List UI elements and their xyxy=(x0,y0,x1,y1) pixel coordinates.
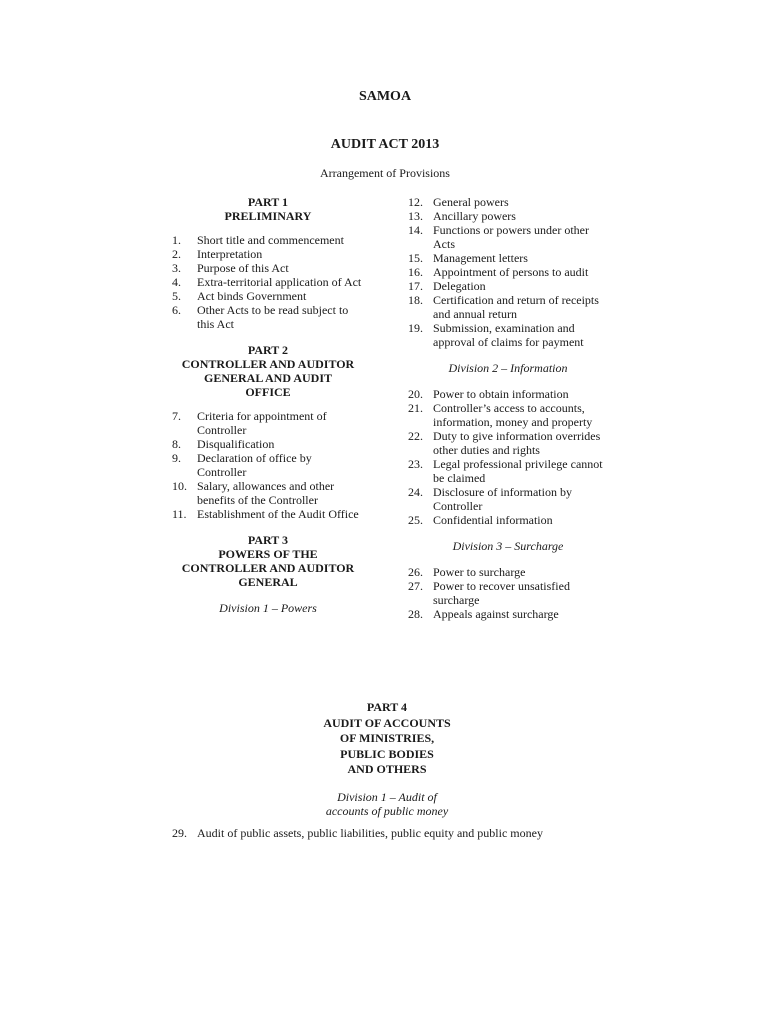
provision-item: 3. Purpose of this Act xyxy=(172,261,289,275)
provision-item: 16. Appointment of persons to audit xyxy=(408,265,589,279)
division-line: Division 1 – Audit of xyxy=(337,789,437,804)
provision-item: 13. Ancillary powers xyxy=(408,209,516,223)
provision-item: 14. Functions or powers under other Acts xyxy=(408,223,589,251)
act-title: AUDIT ACT 2013 xyxy=(330,137,440,152)
provision-item: 2. Interpretation xyxy=(172,247,263,261)
part-4-provisions xyxy=(172,826,632,840)
division-heading xyxy=(172,790,602,818)
part-1-heading xyxy=(172,195,364,223)
part-title-line: OF MINISTRIES, xyxy=(339,731,435,745)
provision-item: 20. Power to obtain information xyxy=(408,387,569,401)
provision-item: 25. Confidential information xyxy=(408,513,553,527)
provision-item: 9. Declaration of office by Controller xyxy=(172,451,312,479)
provision-item: 17. Delegation xyxy=(408,279,486,293)
provision-item: 8. Disqualification xyxy=(172,437,275,451)
division-heading: Division 2 – Information xyxy=(448,361,568,375)
division-3-provisions xyxy=(408,565,608,621)
part-4-heading xyxy=(172,700,602,778)
provision-item: 4. Extra-territorial application of Act xyxy=(172,275,362,289)
part-title-line: AND OTHERS xyxy=(347,762,427,776)
arrangement-subtitle: Arrangement of Provisions xyxy=(320,166,450,180)
provision-item: 12. General powers xyxy=(408,195,509,209)
provision-item: 29. Audit of public assets, public liabilities, public equity and public money xyxy=(172,826,543,840)
part-title-line: GENERAL AND AUDIT xyxy=(203,371,333,385)
provision-item: 5. Act binds Government xyxy=(172,289,307,303)
part-label: PART 3 xyxy=(247,533,289,547)
provision-item: 1. Short title and commencement xyxy=(172,233,344,247)
part-title-line: AUDIT OF ACCOUNTS xyxy=(323,715,451,730)
left-column xyxy=(172,195,364,615)
part-title-line: PUBLIC BODIES xyxy=(340,746,434,761)
part-title-line: GENERAL xyxy=(238,575,298,589)
division-2-provisions xyxy=(408,387,608,527)
provision-item: 6. Other Acts to be read subject to this Act xyxy=(172,303,349,331)
part-title-line: OFFICE xyxy=(245,385,291,399)
provision-item: 11. Establishment of the Audit Office xyxy=(172,507,359,521)
provision-item: 18. Certification and return of receipts and annual return xyxy=(408,293,599,321)
provision-item: 22. Duty to give information overrides other duties and rights xyxy=(408,429,601,457)
part-1-provisions xyxy=(172,233,364,331)
provision-item: 19. Submission, examination and approval of claims for payment xyxy=(408,321,584,349)
part-2-provisions xyxy=(172,409,364,521)
division-1-provisions xyxy=(408,195,608,349)
right-column xyxy=(408,195,608,621)
part-label: PART 1 xyxy=(247,195,289,209)
provision-item: 21. Controller’s access to accounts, information, money and property xyxy=(408,401,593,429)
part-4-section xyxy=(172,700,602,818)
provision-item: 23. Legal professional privilege cannot be claimed xyxy=(408,457,603,485)
country-heading: SAMOA xyxy=(358,89,412,104)
part-title-line: CONTROLLER AND AUDITOR xyxy=(181,561,355,575)
division-heading: Division 1 – Powers xyxy=(219,601,317,615)
part-label: PART 2 xyxy=(247,343,289,357)
part-2-heading xyxy=(172,343,364,399)
provision-item: 24. Disclosure of information by Controller xyxy=(408,485,572,513)
provision-item: 15. Management letters xyxy=(408,251,528,265)
part-label: PART 4 xyxy=(366,700,408,714)
part-3-heading xyxy=(172,533,364,589)
provision-item: 26. Power to surcharge xyxy=(408,565,526,579)
division-heading: Division 3 – Surcharge xyxy=(452,539,564,553)
division-line: accounts of public money xyxy=(325,803,449,818)
provision-item: 28. Appeals against surcharge xyxy=(408,607,559,621)
part-title: PRELIMINARY xyxy=(224,209,312,223)
provision-item: 27. Power to recover unsatisfied surcharge xyxy=(408,579,570,607)
provision-item: 10. Salary, allowances and other benefits of the Controller xyxy=(172,479,335,507)
provision-item: 7. Criteria for appointment of Controller xyxy=(172,409,327,437)
part-title-line: POWERS OF THE xyxy=(218,547,318,561)
part-title-line: CONTROLLER AND AUDITOR xyxy=(181,357,355,371)
